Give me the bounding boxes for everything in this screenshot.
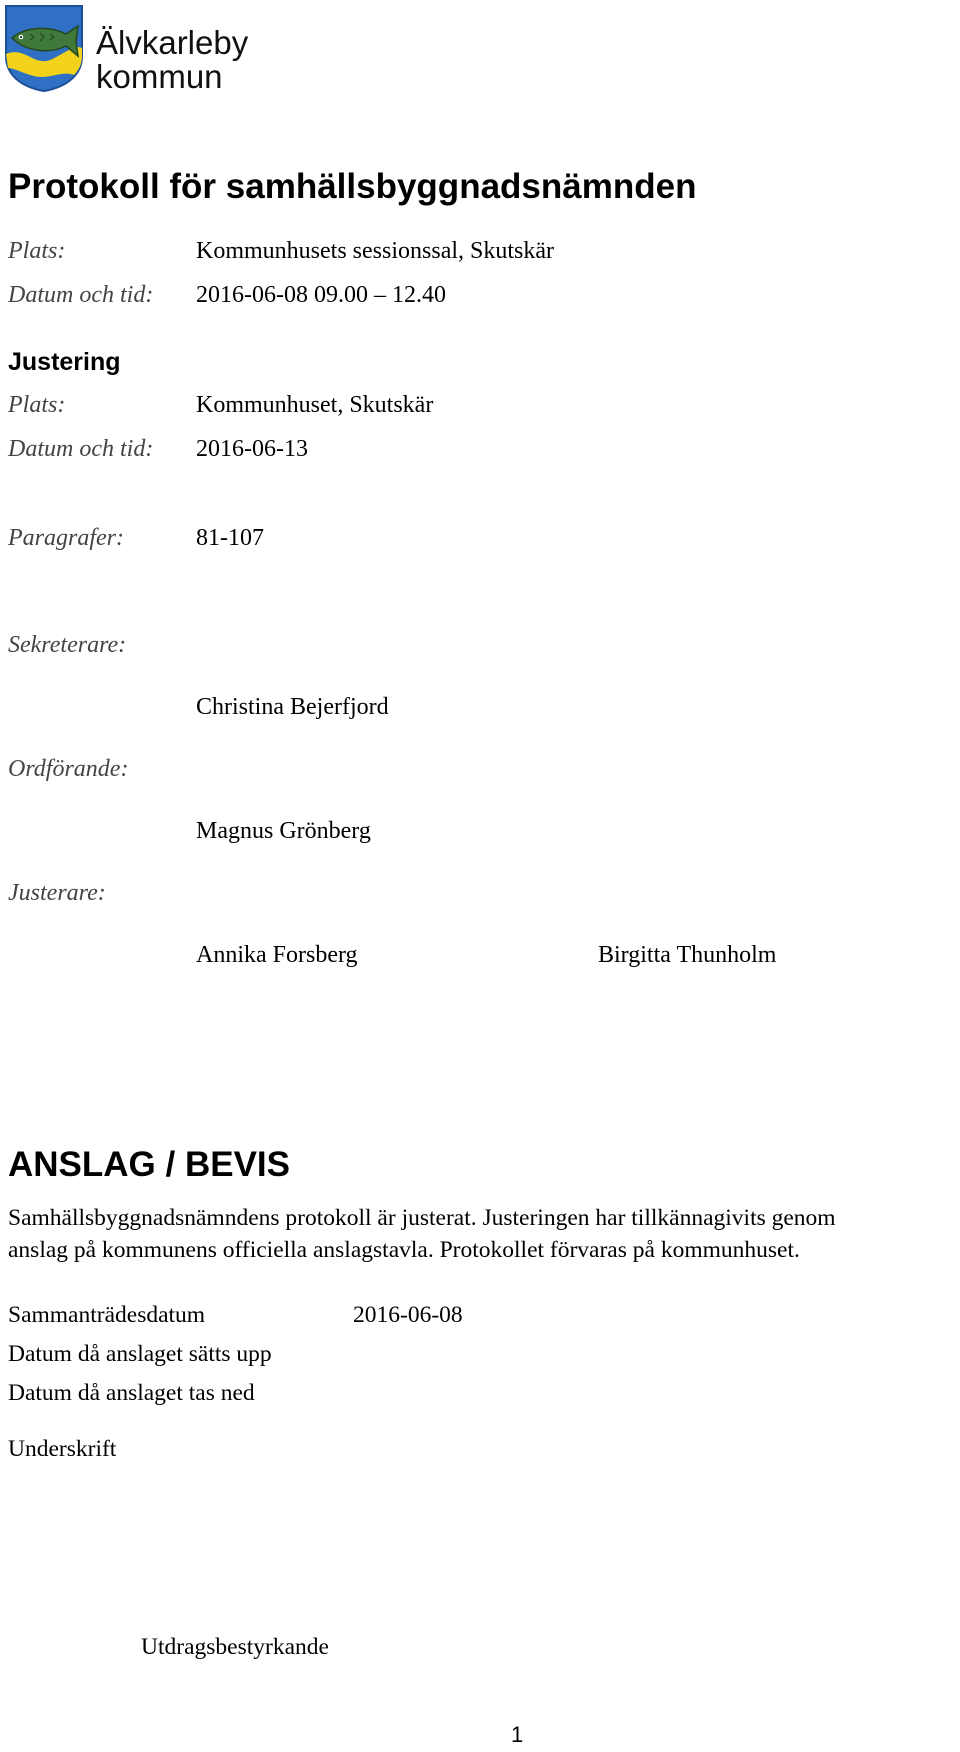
adjustment-datetime-value: 2016-06-13 xyxy=(196,436,308,462)
adjuster-name-1: Annika Forsberg xyxy=(196,942,358,968)
adjustment-place-value: Kommunhuset, Skutskär xyxy=(196,392,434,418)
notice-text-line-2: anslag på kommunens officiella anslagstavla. Protokollet förvaras på kommunhuset. xyxy=(8,1237,800,1263)
chair-label: Ordförande: xyxy=(8,756,129,782)
adjusters-label: Justerare: xyxy=(8,880,106,906)
meeting-date-label: Sammanträdesdatum xyxy=(8,1302,206,1328)
adjuster-name-2: Birgitta Thunholm xyxy=(598,942,777,968)
signature-label: Underskrift xyxy=(8,1436,117,1462)
meeting-place-label: Plats: xyxy=(8,238,66,264)
certification-label: Utdragsbestyrkande xyxy=(141,1634,329,1660)
removed-date-label: Datum då anslaget tas ned xyxy=(8,1380,255,1406)
posted-date-label: Datum då anslaget sätts upp xyxy=(8,1341,272,1367)
org-name-line2: kommun xyxy=(96,58,223,95)
municipal-logo xyxy=(4,4,249,95)
coat-of-arms-icon xyxy=(4,4,84,92)
page-title: Protokoll för samhällsbyggnadsnämnden xyxy=(8,167,697,206)
meeting-place-value: Kommunhusets sessionssal, Skutskär xyxy=(196,238,555,264)
adjustment-heading: Justering xyxy=(8,348,121,376)
paragraphs-value: 81-107 xyxy=(196,525,264,551)
adjustment-place-label: Plats: xyxy=(8,392,66,418)
paragraphs-label: Paragrafer: xyxy=(8,525,124,551)
org-name-line1: Älvkarleby xyxy=(96,24,249,61)
meeting-datetime-value: 2016-06-08 09.00 – 12.40 xyxy=(196,282,446,308)
notice-heading: ANSLAG / BEVIS xyxy=(8,1145,290,1184)
secretary-name: Christina Bejerfjord xyxy=(196,694,389,720)
page-number: 1 xyxy=(511,1722,524,1747)
adjustment-datetime-label: Datum och tid: xyxy=(8,436,154,462)
meeting-datetime-label: Datum och tid: xyxy=(8,282,154,308)
chair-name: Magnus Grönberg xyxy=(196,818,371,844)
secretary-label: Sekreterare: xyxy=(8,632,127,658)
notice-text-line-1: Samhällsbyggnadsnämndens protokoll är justerat. Justeringen har tillkännagivits genom xyxy=(8,1205,836,1231)
meeting-date-value: 2016-06-08 xyxy=(353,1302,463,1328)
